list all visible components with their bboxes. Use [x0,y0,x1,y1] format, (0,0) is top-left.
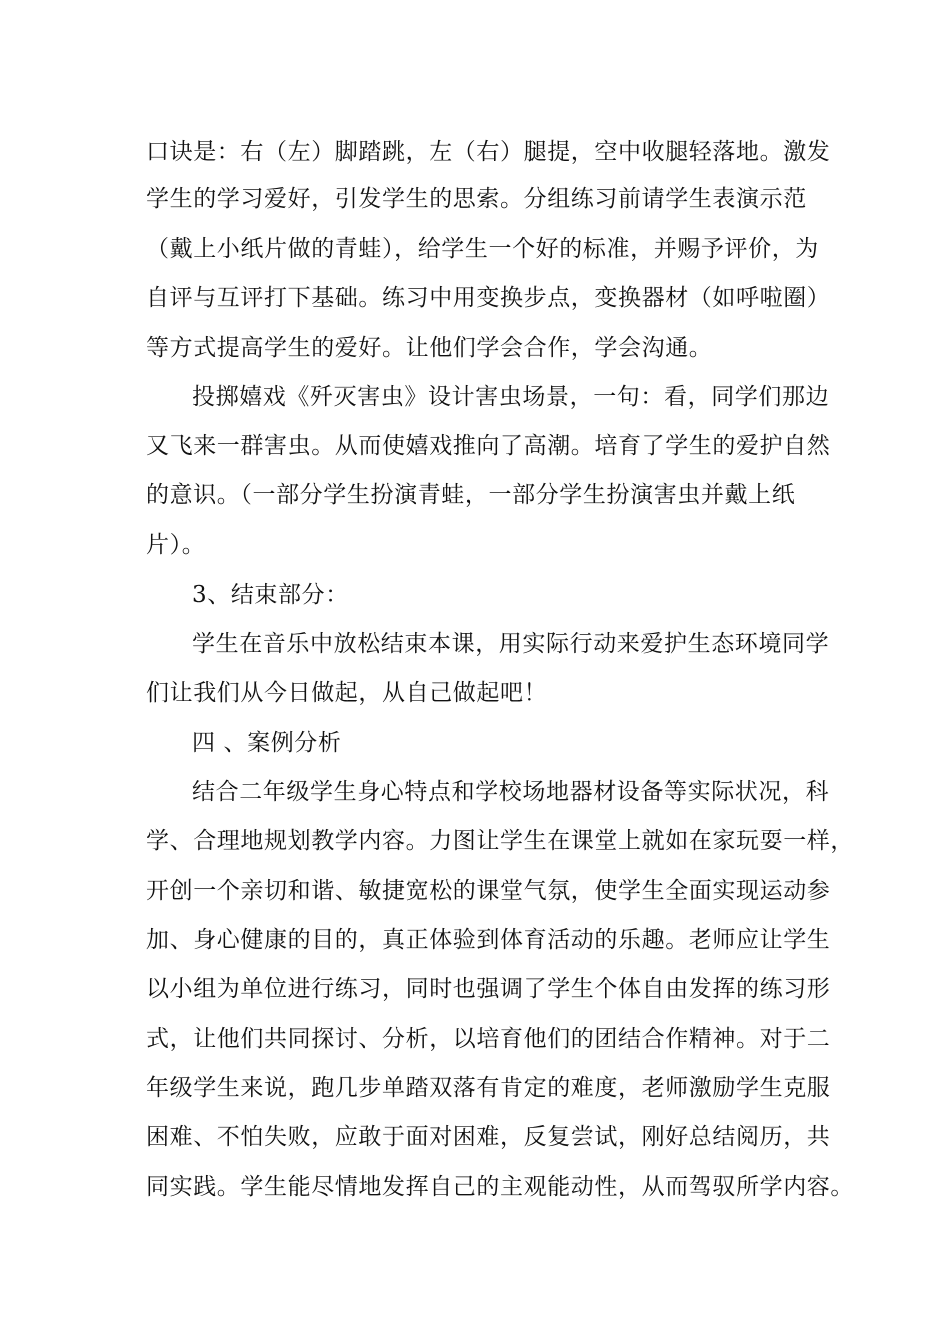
text-line: 加、身心健康的目的，真正体验到体育活动的乐趣。老师应让学生 [146,927,831,953]
text-line: 学、合理地规划教学内容。力图让学生在课堂上就如在家玩耍一样， [146,828,854,854]
text-line: 又飞来一群害虫。从而使嬉戏推向了高潮。培育了学生的爱护自然 [146,433,831,459]
text-line: 等方式提高学生的爱好。让他们学会合作，学会沟通。 [146,335,713,361]
text-line: （戴上小纸片做的青蛙），给学生一个好的标准，并赐予评价，为 [146,236,819,262]
paragraph-first-line: 学生在音乐中放松结束本课，用实际行动来爱护生态环境同学 [192,631,830,657]
section-heading: 四 、案例分析 [192,730,342,756]
text-line: 困难、不怕失败，应敢于面对困难，反复尝试，刚好总结阅历，共 [146,1124,831,1150]
text-line: 们让我们从今日做起，从自己做起吧！ [146,680,548,706]
paragraph-first-line: 投掷嬉戏《歼灭害虫》设计害虫场景，一句：看，同学们那边 [192,384,830,410]
paragraph-first-line: 结合二年级学生身心特点和学校场地器材设备等实际状况，科 [192,779,830,805]
text-line: 学生的学习爱好，引发学生的思索。分组练习前请学生表演示范 [146,186,807,212]
text-line: 年级学生来说，跑几步单踏双落有肯定的难度，老师激励学生克服 [146,1075,831,1101]
text-line: 片）。 [146,532,206,558]
section-heading: 3、结束部分： [192,582,349,608]
text-line: 式，让他们共同探讨、分析，以培育他们的团结合作精神。对于二 [146,1026,831,1052]
text-line: 同实践。学生能尽情地发挥自己的主观能动性，从而驾驭所学内容。 [146,1174,854,1200]
text-line: 口诀是：右（左）脚踏跳，左（右）腿提，空中收腿轻落地。激发 [146,139,831,165]
text-line: 自评与互评打下基础。练习中用变换步点，变换器材（如呼啦圈） [146,285,831,311]
text-line: 的意识。（一部分学生扮演青蛙，一部分学生扮演害虫并戴上纸 [146,482,796,508]
text-line: 以小组为单位进行练习，同时也强调了学生个体自由发挥的练习形 [146,976,831,1002]
text-line: 开创一个亲切和谐、敏捷宽松的课堂气氛，使学生全面实现运动参 [146,878,831,904]
